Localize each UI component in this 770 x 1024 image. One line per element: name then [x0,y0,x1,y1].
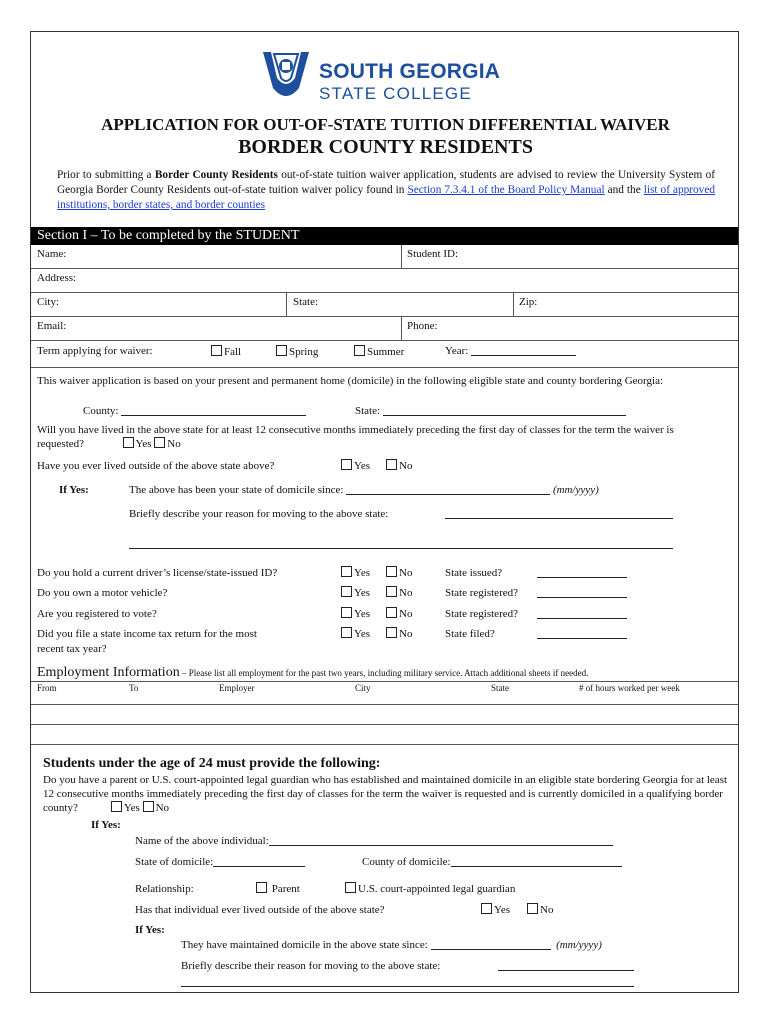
summer-option[interactable] [354,345,404,358]
employment-header-row [31,681,738,705]
spring-checkbox[interactable] [276,345,287,356]
spring-option[interactable] [276,345,318,358]
intro-paragraph [57,168,715,213]
their-reason-line-1[interactable] [498,960,634,971]
spring-label: Spring [289,346,319,358]
individual-no-checkbox[interactable] [527,903,538,914]
county-label: County: [83,405,119,417]
form-title: APPLICATION FOR OUT-OF-STATE TUITION DIFFERENTIAL WAIVER [101,115,670,134]
domicile-state-label: State: [355,405,381,417]
county-of-domicile-field[interactable] [362,856,622,868]
tax-yes-option[interactable] [341,627,370,640]
license-no-label: No [399,567,413,579]
tax-question: Did you file a state income tax return for the most [37,628,257,640]
parent-label: Parent [271,883,300,895]
vote-no-checkbox[interactable] [386,607,397,618]
approved-institutions-link[interactable]: list of approved institutions, border states, and border counties [57,184,715,211]
city-row [31,293,738,317]
vehicle-yes-label: Yes [354,587,371,599]
employment-title-row [37,665,588,681]
employment-row[interactable] [31,705,738,725]
state-of-domicile-field[interactable] [135,856,305,868]
email-row [31,317,738,341]
domicile-statement: This waiver application is based on your present and permanent home (domicile) in the following eligible state and county bordering Georgia: [37,375,664,387]
summer-checkbox[interactable] [354,345,365,356]
under24-if-yes: If Yes: [91,819,121,831]
section1-header: Section I – To be completed by the STUDENT [31,227,738,245]
license-yes-label: Yes [354,567,371,579]
vote-yes-checkbox[interactable] [341,607,352,618]
col-hours: # of hours worked per week [579,683,680,693]
license-state-line[interactable] [537,567,627,578]
vote-yes-option[interactable] [341,607,370,620]
outside-yes-label: Yes [354,460,371,472]
lived-question [37,423,735,451]
fall-checkbox[interactable] [211,345,222,356]
col-from: From [37,683,57,693]
under24-yes-checkbox[interactable] [111,801,122,812]
name-row [31,245,738,269]
individual-yes-checkbox[interactable] [481,903,492,914]
maintained-since-field[interactable] [181,939,602,951]
col-to: To [129,683,139,693]
if-yes-label: If Yes: [59,484,89,496]
individual-name-label: Name of the above individual: [135,835,269,847]
vote-question: Are you registered to vote? [37,608,157,620]
employment-title: Employment Information [37,665,180,680]
license-no-option[interactable] [386,566,412,579]
vehicle-no-checkbox[interactable] [386,586,397,597]
outside-question: Have you ever lived outside of the above state above? [37,460,275,472]
maintained-format: (mm/yyyy) [556,939,602,951]
phone-label: Phone: [407,320,438,332]
intro-text-1: Prior to submitting a [57,169,155,181]
address-row[interactable] [31,269,738,293]
individual-no-option[interactable] [527,903,553,916]
individual-lived-outside-question: Has that individual ever lived outside of the above state? [135,904,385,916]
vote-no-option[interactable] [386,607,412,620]
relationship-label: Relationship: [135,883,194,895]
since-format: (mm/yyyy) [552,484,599,496]
under24-title: Students under the age of 24 must provide the following: [43,756,381,771]
employment-row[interactable] [31,725,738,745]
county-field[interactable] [83,405,306,417]
intro-text-3: and the [604,184,644,196]
name-label: Name: [37,248,67,260]
tax-state-label: State filed? [445,628,495,640]
lived-no-checkbox[interactable] [154,437,165,448]
their-reason-line-2[interactable] [181,976,634,987]
guardian-checkbox[interactable] [345,882,356,893]
domicile-state-field[interactable] [355,405,626,417]
individual-yes-label: Yes [494,904,511,916]
vehicle-question: Do you own a motor vehicle? [37,587,168,599]
maintained-since-label: They have maintained domicile in the above state since: [181,939,428,951]
college-logo [257,48,527,108]
vehicle-state-label: State registered? [445,587,518,599]
policy-manual-link[interactable]: Section 7.3.4.1 of the Board Policy Manual [407,184,605,196]
vehicle-yes-checkbox[interactable] [341,586,352,597]
address-label: Address: [37,272,77,284]
reason-line-2[interactable] [129,538,673,549]
under24-no-checkbox[interactable] [143,801,154,812]
col-state: State [491,683,509,693]
vote-yes-label: Yes [354,608,371,620]
license-question: Do you hold a current driver’s license/state-issued ID? [37,567,278,579]
email-label: Email: [37,320,67,332]
outside-no-option[interactable] [386,459,412,472]
individual-name-field[interactable] [135,835,613,847]
fall-option[interactable] [211,345,241,358]
city-label: City: [37,296,60,308]
license-yes-checkbox[interactable] [341,566,352,577]
under24-question-text: Do you have a parent or U.S. court-appointed legal guardian who has established and maintained domicile in an eligible state bordering Georgia for at least 12 consecutive months immediately preceding the first day of classes for the term the waiver is requested and is currently domiciled in a qualifying border county? [43,774,728,814]
year-field[interactable] [445,345,576,357]
term-label: Term applying for waiver: [37,345,153,357]
outside-yes-option[interactable] [341,459,370,472]
county-of-domicile-label: County of domicile: [362,856,451,868]
vehicle-no-label: No [399,587,413,599]
vehicle-no-option[interactable] [386,586,412,599]
state-of-domicile-label: State of domicile: [135,856,214,868]
since-label: The above has been your state of domicile since: [129,484,344,496]
application-form [30,31,739,993]
intro-bold: Border County Residents [154,169,278,181]
lived-yes-label: Yes [135,438,152,450]
guardian-option[interactable] [345,882,515,895]
tax-state-line[interactable] [537,628,627,639]
license-state-label: State issued? [445,567,503,579]
employment-note: – Please list all employment for the past two years, including military service. Attach additional sheets if needed. [179,668,589,678]
state-label: State: [293,296,319,308]
guardian-label: U.S. court-appointed legal guardian [358,883,516,895]
outside-no-label: No [399,460,413,472]
tax-no-option[interactable] [386,627,412,640]
logo-line1: SOUTH GEORGIA [319,60,501,83]
form-subtitle: BORDER COUNTY RESIDENTS [238,136,533,158]
lived-no-label: No [167,438,181,450]
tax-question-line2: recent tax year? [37,643,107,655]
summer-label: Summer [367,346,405,358]
term-row [31,341,738,368]
under24-no-label: No [155,802,170,814]
license-yes-option[interactable] [341,566,370,579]
college-logo-mark-icon [257,48,315,106]
under24-question [43,773,733,815]
outside-yes-checkbox[interactable] [341,459,352,470]
vote-state-label: State registered? [445,608,518,620]
intro-text-2: out-of-state tuition waiver application, students are advised to review the University System of Georgia Border County Residents out-of-state tuition waiver policy found in [57,169,715,196]
individual-yes-option[interactable] [481,903,510,916]
license-no-checkbox[interactable] [386,566,397,577]
tax-yes-label: Yes [354,628,371,640]
individual-if-yes: If Yes: [135,924,165,936]
col-employer: Employer [219,683,255,693]
vote-state-line[interactable] [537,608,627,619]
under24-yes-label: Yes [123,802,140,814]
vehicle-state-line[interactable] [537,587,627,598]
student-id-label: Student ID: [407,248,459,260]
year-label: Year: [445,345,469,357]
vehicle-yes-option[interactable] [341,586,370,599]
parent-option[interactable] [256,882,300,895]
tax-no-checkbox[interactable] [386,627,397,638]
logo-line2: STATE COLLEGE [319,84,472,103]
lived-question-text: Will you have lived in the above state for at least 12 consecutive months immediately preceding the first day of classes for the term the waiver is requested? [37,424,674,450]
outside-no-checkbox[interactable] [386,459,397,470]
their-reason-label: Briefly describe their reason for moving to the above state: [181,960,441,972]
parent-checkbox[interactable] [256,882,267,893]
individual-no-label: No [540,904,554,916]
tax-yes-checkbox[interactable] [341,627,352,638]
reason-line-1[interactable] [445,508,673,519]
fall-label: Fall [224,346,242,358]
reason-label: Briefly describe your reason for moving to the above state: [129,508,389,520]
zip-label: Zip: [519,296,538,308]
since-field[interactable] [129,484,599,496]
vote-no-label: No [399,608,413,620]
lived-yes-checkbox[interactable] [123,437,134,448]
tax-no-label: No [399,628,413,640]
col-city: City [355,683,371,693]
